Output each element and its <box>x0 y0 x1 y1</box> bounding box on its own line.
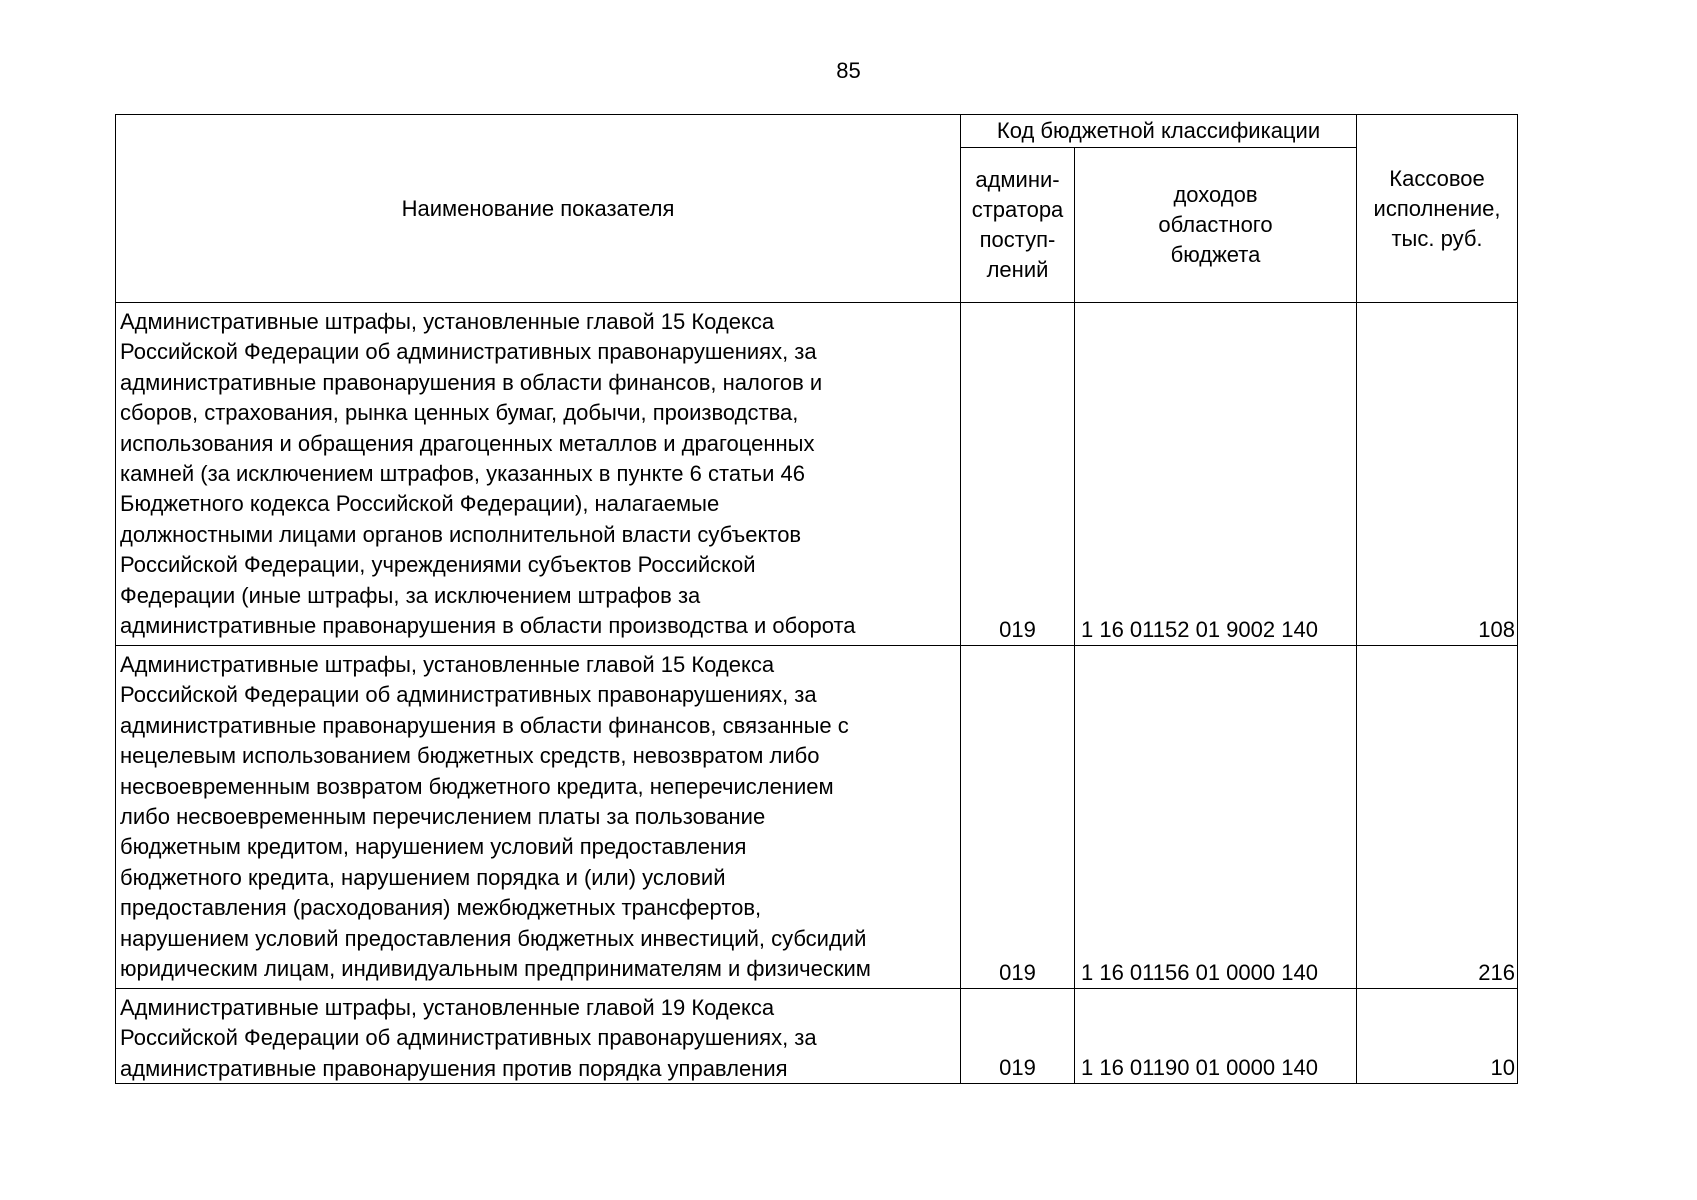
header-admin-line: лений <box>986 257 1049 282</box>
row-amount: 10 <box>1357 989 1518 1084</box>
name-line: Российской Федерации об административных правонарушениях, за <box>120 1025 817 1051</box>
header-amount-line: Кассовое <box>1389 165 1485 191</box>
name-line: либо несвоевременным перечислением платы за пользование <box>120 804 766 830</box>
name-line: административные правонарушения в области производства и оборота <box>120 613 856 639</box>
header-indicator-name: Наименование показателя <box>116 115 961 303</box>
row-amount: 216 <box>1357 646 1518 989</box>
name-line: административные правонарушения против порядка управления <box>120 1055 788 1081</box>
header-amount-line: тыс. руб. <box>1391 225 1483 251</box>
name-line: должностными лицами органов исполнительной власти субъектов <box>120 521 802 547</box>
name-line: административные правонарушения в области финансов, связанные с <box>120 712 849 738</box>
budget-income-table <box>115 114 1518 1084</box>
name-line: предоставления (расходования) межбюджетных трансфертов, <box>120 895 762 921</box>
name-line: несвоевременным возвратом бюджетного кредита, неперечислением <box>120 773 834 799</box>
name-line: административные правонарушения в области финансов, налогов и <box>120 369 823 395</box>
header-revenue-administrator <box>961 148 1075 303</box>
header-admin-line: админи- <box>975 167 1060 192</box>
row-income-code: 1 16 01190 01 0000 140 <box>1075 989 1357 1084</box>
header-income-line: доходов <box>1173 182 1258 207</box>
name-line: Бюджетного кодекса Российской Федерации), налагаемые <box>120 491 720 517</box>
table-body <box>116 303 1518 1084</box>
header-amount-line: исполнение, <box>1373 195 1501 221</box>
name-line: юридическим лицам, индивидуальным предпринимателям и физическим <box>120 956 871 982</box>
name-line: камней (за исключением штрафов, указанных в пункте 6 статьи 46 <box>120 461 805 487</box>
name-line: использования и обращения драгоценных металлов и драгоценных <box>120 430 815 456</box>
page-number: 85 <box>836 58 861 83</box>
row-income-code: 1 16 01156 01 0000 140 <box>1075 646 1357 989</box>
name-line: нарушением условий предоставления бюджетных инвестиций, субсидий <box>120 925 867 951</box>
name-line: Административные штрафы, установленные главой 19 Кодекса <box>120 995 775 1020</box>
header-admin-line: стратора <box>971 197 1064 222</box>
row-income-code: 1 16 01152 01 9002 140 <box>1075 303 1357 646</box>
row-indicator-name <box>116 303 961 646</box>
row-administrator-code: 019 <box>961 989 1075 1084</box>
header-regional-budget-income <box>1075 148 1357 303</box>
name-line: Административные штрафы, установленные главой 15 Кодекса <box>120 652 775 677</box>
name-line: сборов, страхования, рынка ценных бумаг, добычи, производства, <box>120 400 799 426</box>
name-line: нецелевым использованием бюджетных средств, невозвратом либо <box>120 743 820 769</box>
name-line: Российской Федерации, учреждениями субъектов Российской <box>120 552 756 578</box>
row-indicator-name <box>116 646 961 989</box>
header-income-line: бюджета <box>1170 242 1261 267</box>
header-budget-classification-code: Код бюджетной классификации <box>961 115 1357 148</box>
table-row <box>116 303 1518 646</box>
name-line: Российской Федерации об административных правонарушениях, за <box>120 682 817 708</box>
name-line: бюджетным кредитом, нарушением условий предоставления <box>120 834 747 860</box>
table-row <box>116 989 1518 1084</box>
name-line: бюджетного кредита, нарушением порядка и (или) условий <box>120 864 726 890</box>
name-line: Административные штрафы, установленные главой 15 Кодекса <box>120 309 775 334</box>
name-line: Федерации (иные штрафы, за исключением штрафов за <box>120 582 701 608</box>
row-administrator-code: 019 <box>961 303 1075 646</box>
table-row <box>116 646 1518 989</box>
row-administrator-code: 019 <box>961 646 1075 989</box>
table-header <box>116 115 1518 303</box>
header-admin-line: поступ- <box>979 227 1056 252</box>
header-income-line: областного <box>1158 212 1273 237</box>
row-amount: 108 <box>1357 303 1518 646</box>
row-indicator-name <box>116 989 961 1084</box>
header-cash-execution <box>1357 115 1518 303</box>
name-line: Российской Федерации об административных правонарушениях, за <box>120 339 817 365</box>
